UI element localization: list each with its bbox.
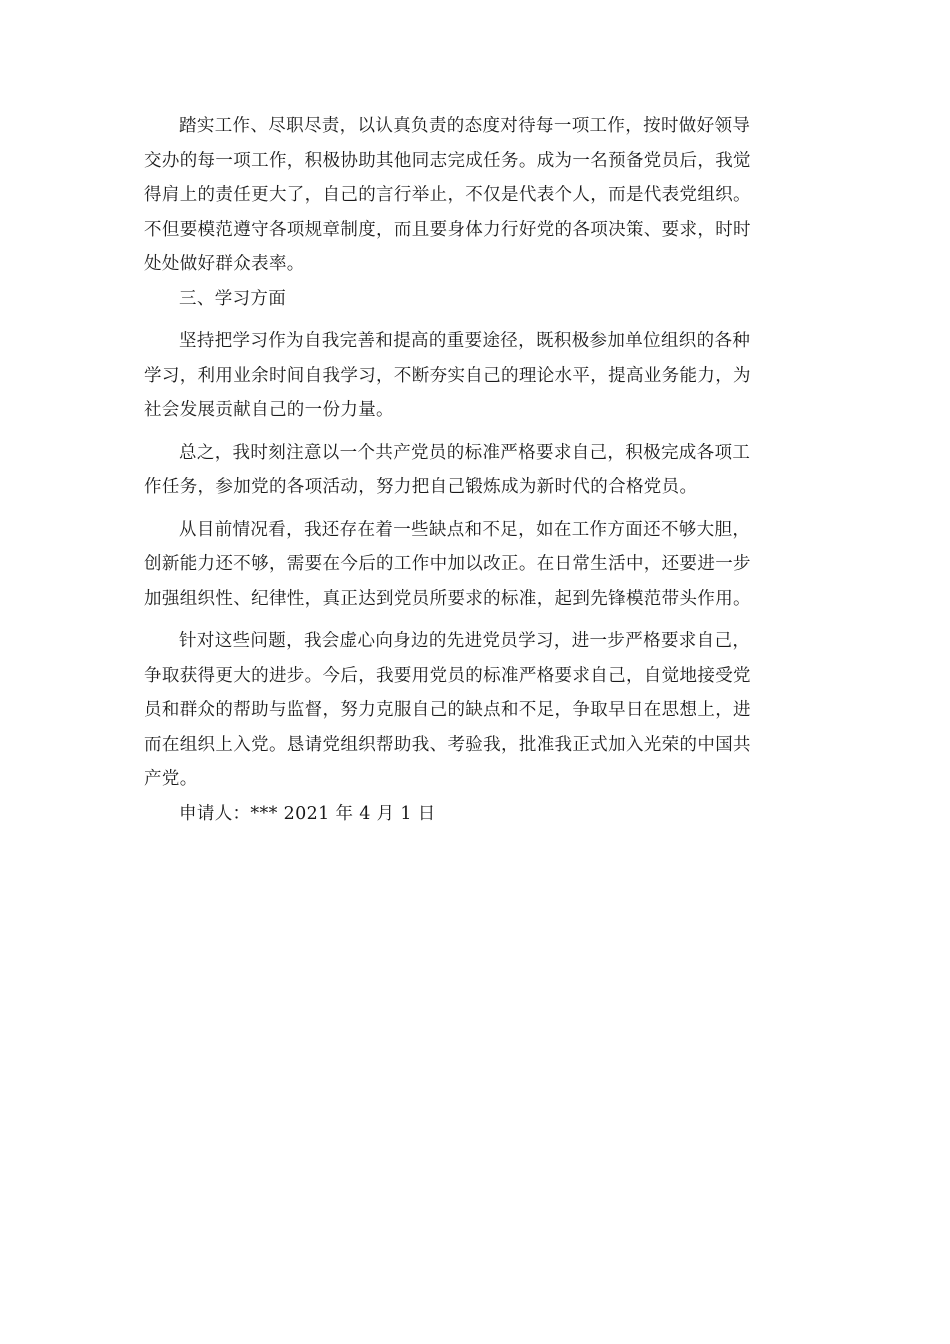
paragraph-shortcomings: 从目前情况看，我还存在着一些缺点和不足，如在工作方面还不够大胆， 创新能力还不够，需要在今后的工作中加以改正。在日常生活中，还要进一步 加强组织性、纪律性，真正达到党员所要求的标准，起到先锋模范带头作用。 [144, 519, 751, 609]
paragraph-study: 坚持把学习作为自我完善和提高的重要途径，既积极参加单位组织的各种 学习，利用业余时间自我学习，不断夯实自己的理论水平，提高业务能力，为 社会发展贡献自己的一份力量。 [144, 331, 751, 420]
paragraph-summary: 总之，我时刻注意以一个共产党员的标准严格要求自己，积极完成各项工 作任务，参加党的各项活动，努力把自己锻炼成为新时代的合格党员。 [144, 442, 751, 497]
section-heading-study: 三、学习方面 [179, 288, 287, 309]
signature-line: 申请人：*** 2021 年 4 月 1 日 [179, 803, 436, 824]
paragraph-commitment: 针对这些问题，我会虚心向身边的先进党员学习，进一步严格要求自己， 争取获得更大的进步。今后，我要用党员的标准严格要求自己，自觉地接受党 员和群众的帮助与监督，努力克服自己的缺点和不足，争取早日在思想上，进 而在组织上入党。恳请党组织帮助我、考验我，批准我正式加入光荣的中国共 产党。 [144, 631, 751, 789]
document-body [144, 109, 806, 831]
paragraph-work-attitude: 踏实工作、尽职尽责，以认真负责的态度对待每一项工作，按时做好领导 交办的每一项工作，积极协助其他同志完成任务。成为一名预备党员后，我觉 得肩上的责任更大了，自己的言行举止，不仅是代表个人，而是代表党组织。 不但要模范遵守各项规章制度，而且要身体力行好党的各项决策、要求，时时 处处做好群众表率。 [144, 116, 751, 274]
